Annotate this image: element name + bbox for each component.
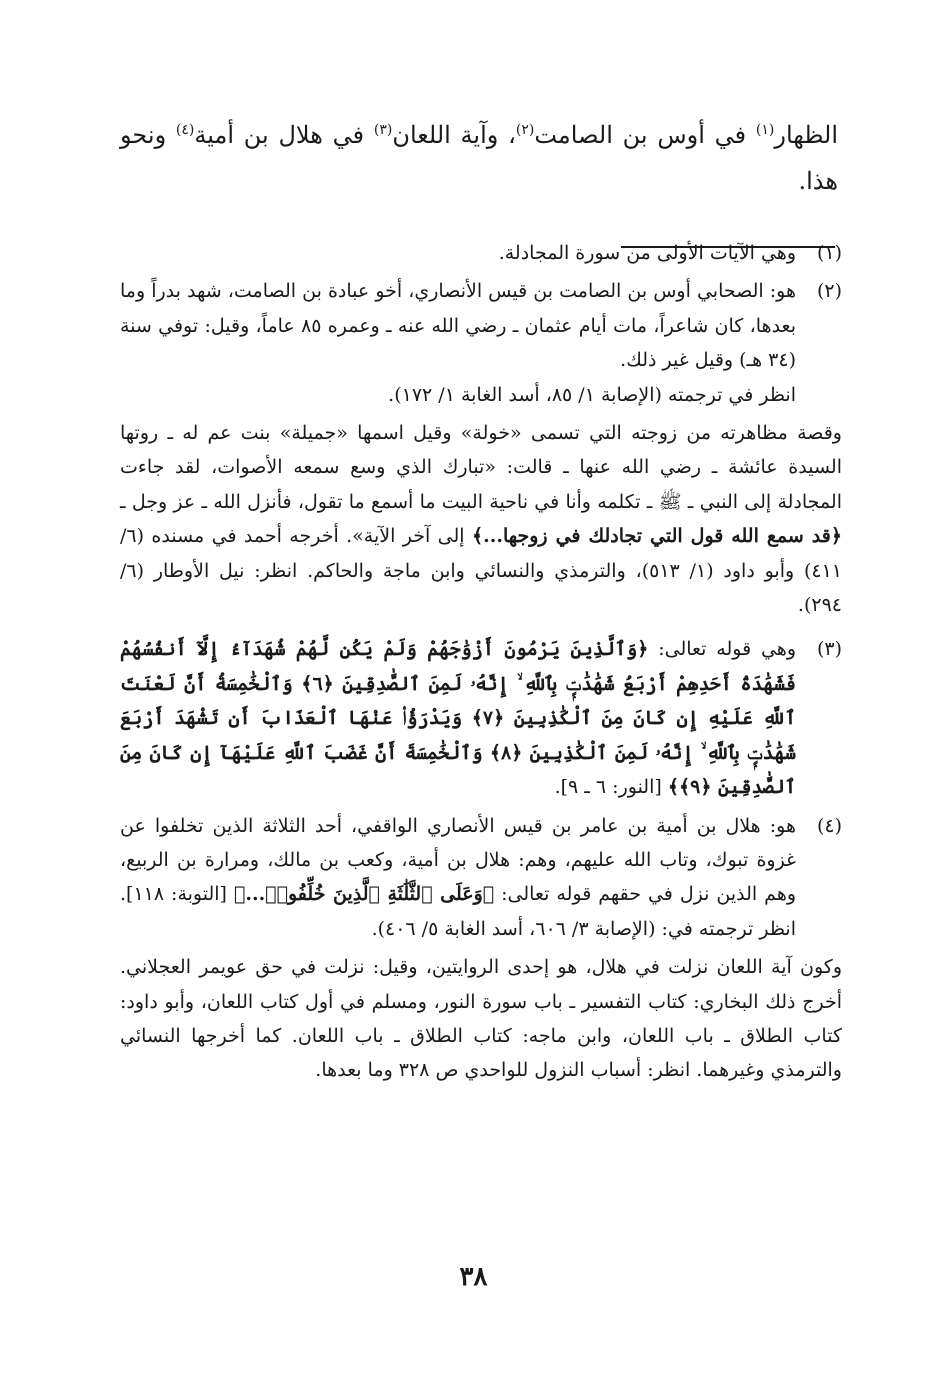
- text-segment: هو: هلال بن أمية بن عامر بن قيس الأنصاري الواقفي، أحد الثلاثة الذين تخلفوا عن غزوة تبوك، وتاب الله عليهم، وهم: هلال بن أمية، وكعب بن مالك، ومرارة بن الربيع، وهم الذين نزل في حقهم قوله تعالى:: [120, 814, 797, 906]
- footnote-ref-1: (١): [755, 122, 775, 138]
- text-segment: في أوس بن الصامت: [534, 121, 756, 149]
- quran-quote: ﴿وَعَلَى ٱلثَّلَٰثَةِ ٱلَّذِينَ خُلِّفُوا۟...﴾: [233, 883, 495, 906]
- footnote-number: (٢): [816, 280, 842, 303]
- main-text: [120, 112, 838, 204]
- footnote-3: [120, 632, 842, 804]
- footnote-2-continuation: [120, 416, 842, 622]
- footnote-ref-4: (٤): [175, 122, 195, 138]
- footnote-number: (٤): [816, 814, 842, 837]
- text-segment: وهي قوله تعالى:: [648, 638, 796, 661]
- footnote-ref-2: (٢): [515, 122, 535, 138]
- text-segment: ونحو هذا.: [120, 121, 838, 195]
- quran-verses: ﴿وَٱلَّذِينَ يَرْمُونَ أَزْوَٰجَهُمْ وَلَمْ يَكُن لَّهُمْ شُهَدَآءُ إِلَّآ أَنفُسُهُمْ فَشَهَٰدَةُ أَحَدِهِمْ أَرْبَعُ شَهَٰدَٰتٍۭ بِٱللَّهِ ۙ إِنَّهُۥ لَمِنَ ٱلصَّٰدِقِينَ ﴿٦﴾ وَٱلْخَٰمِسَةُ أَنَّ لَعْنَتَ ٱللَّهِ عَلَيْهِ إِن كَانَ مِنَ ٱلْكَٰذِبِينَ ﴿٧﴾ وَيَدْرَؤُا۟ عَنْهَا ٱلْعَذَابَ أَن تَشْهَدَ أَرْبَعَ شَهَٰدَٰتٍۭ بِٱللَّهِ ۙ إِنَّهُۥ لَمِنَ ٱلْكَٰذِبِينَ ﴿٨﴾ وَٱلْخَٰمِسَةَ أَنَّ غَضَبَ ٱللَّهِ عَلَيْهَآ إِن كَانَ مِنَ ٱلصَّٰدِقِينَ ﴿٩﴾﴾: [120, 638, 796, 799]
- footnote-1: [120, 236, 842, 270]
- footnote-text: هو: الصحابي أوس بن الصامت بن قيس الأنصاري، أخو عبادة بن الصامت، شهد بدراً وما بعدها، كان شاعراً، مات أيام عثمان ـ رضي الله عنه ـ وعمره ٨٥ عاماً، وقيل: توفي سنة (٣٤ هـ) وقيل غير ذلك.: [120, 280, 796, 372]
- footnote-ref-3: (٣): [373, 122, 393, 138]
- text-segment: ، وآية اللعان: [392, 121, 516, 149]
- footnote-4-continuation: وكون آية اللعان نزلت في هلال، هو إحدى الروايتين، وقيل: نزلت في حق عويمر العجلاني. أخرج ذلك البخاري: كتاب التفسير ـ باب سورة النور، ومسلم في أول كتاب اللعان، وأبو داود: كتاب الطلاق ـ باب اللعان، وابن ماجه: كتاب الطلاق ـ باب اللعان. كما أخرجها النسائي والترمذي وغيرهما. انظر: أسباب النزول للواحدي ص ٣٢٨ وما بعدها.: [120, 956, 842, 1082]
- text-segment: إلى آخر الآية». أخرجه أحمد في مسنده (٦/ ٤١١) وأبو داود (١/ ٥١٣)، والترمذي والنسائي وابن ماجة والحاكم. انظر: نيل الأوطار (٦/ ٢٩٤).: [120, 525, 842, 617]
- footnotes: [120, 236, 842, 1098]
- main-paragraph: [120, 112, 838, 204]
- text-segment: وقصة مظاهرته من زوجته التي تسمى «خولة» وقيل اسمها «جميلة» بنت عم له ـ روتها السيدة عائشة ـ رضي الله عنها ـ قالت: «تبارك الذي وسع سمعه الأصوات، لقد جاءت المجادلة إلى النبي ـ ﷺ ـ تكلمه وأنا في ناحية البيت ما أسمع ما تقول، فأنزل الله ـ عز وجل ـ: [120, 422, 842, 513]
- footnote-reference: انظر في ترجمته (الإصابة ١/ ٨٥، أسد الغابة ١/ ١٧٢).: [388, 383, 796, 406]
- footnote-4: [120, 809, 842, 947]
- text-segment: [النور: ٦ ـ ٩].: [554, 776, 668, 799]
- text-segment: الظهار: [774, 121, 838, 149]
- footnote-2: [120, 274, 842, 412]
- text-segment: [التوبة: ١١٨]. انظر ترجمته في: (الإصابة ٣/ ٦٠٦، أسد الغابة ٥/ ٤٠٦).: [120, 883, 796, 940]
- footnote-text: وهي الآيات الأولى من سورة المجادلة.: [498, 242, 796, 264]
- footnote-number: (١): [816, 242, 842, 264]
- footnote-number: (٣): [816, 638, 842, 661]
- quran-quote: ﴿قد سمع الله قول التي تجادلك في زوجها...﴾: [471, 525, 842, 548]
- text-segment: في هلال بن أمية: [194, 121, 374, 149]
- page-number: ٣٨: [459, 1262, 488, 1292]
